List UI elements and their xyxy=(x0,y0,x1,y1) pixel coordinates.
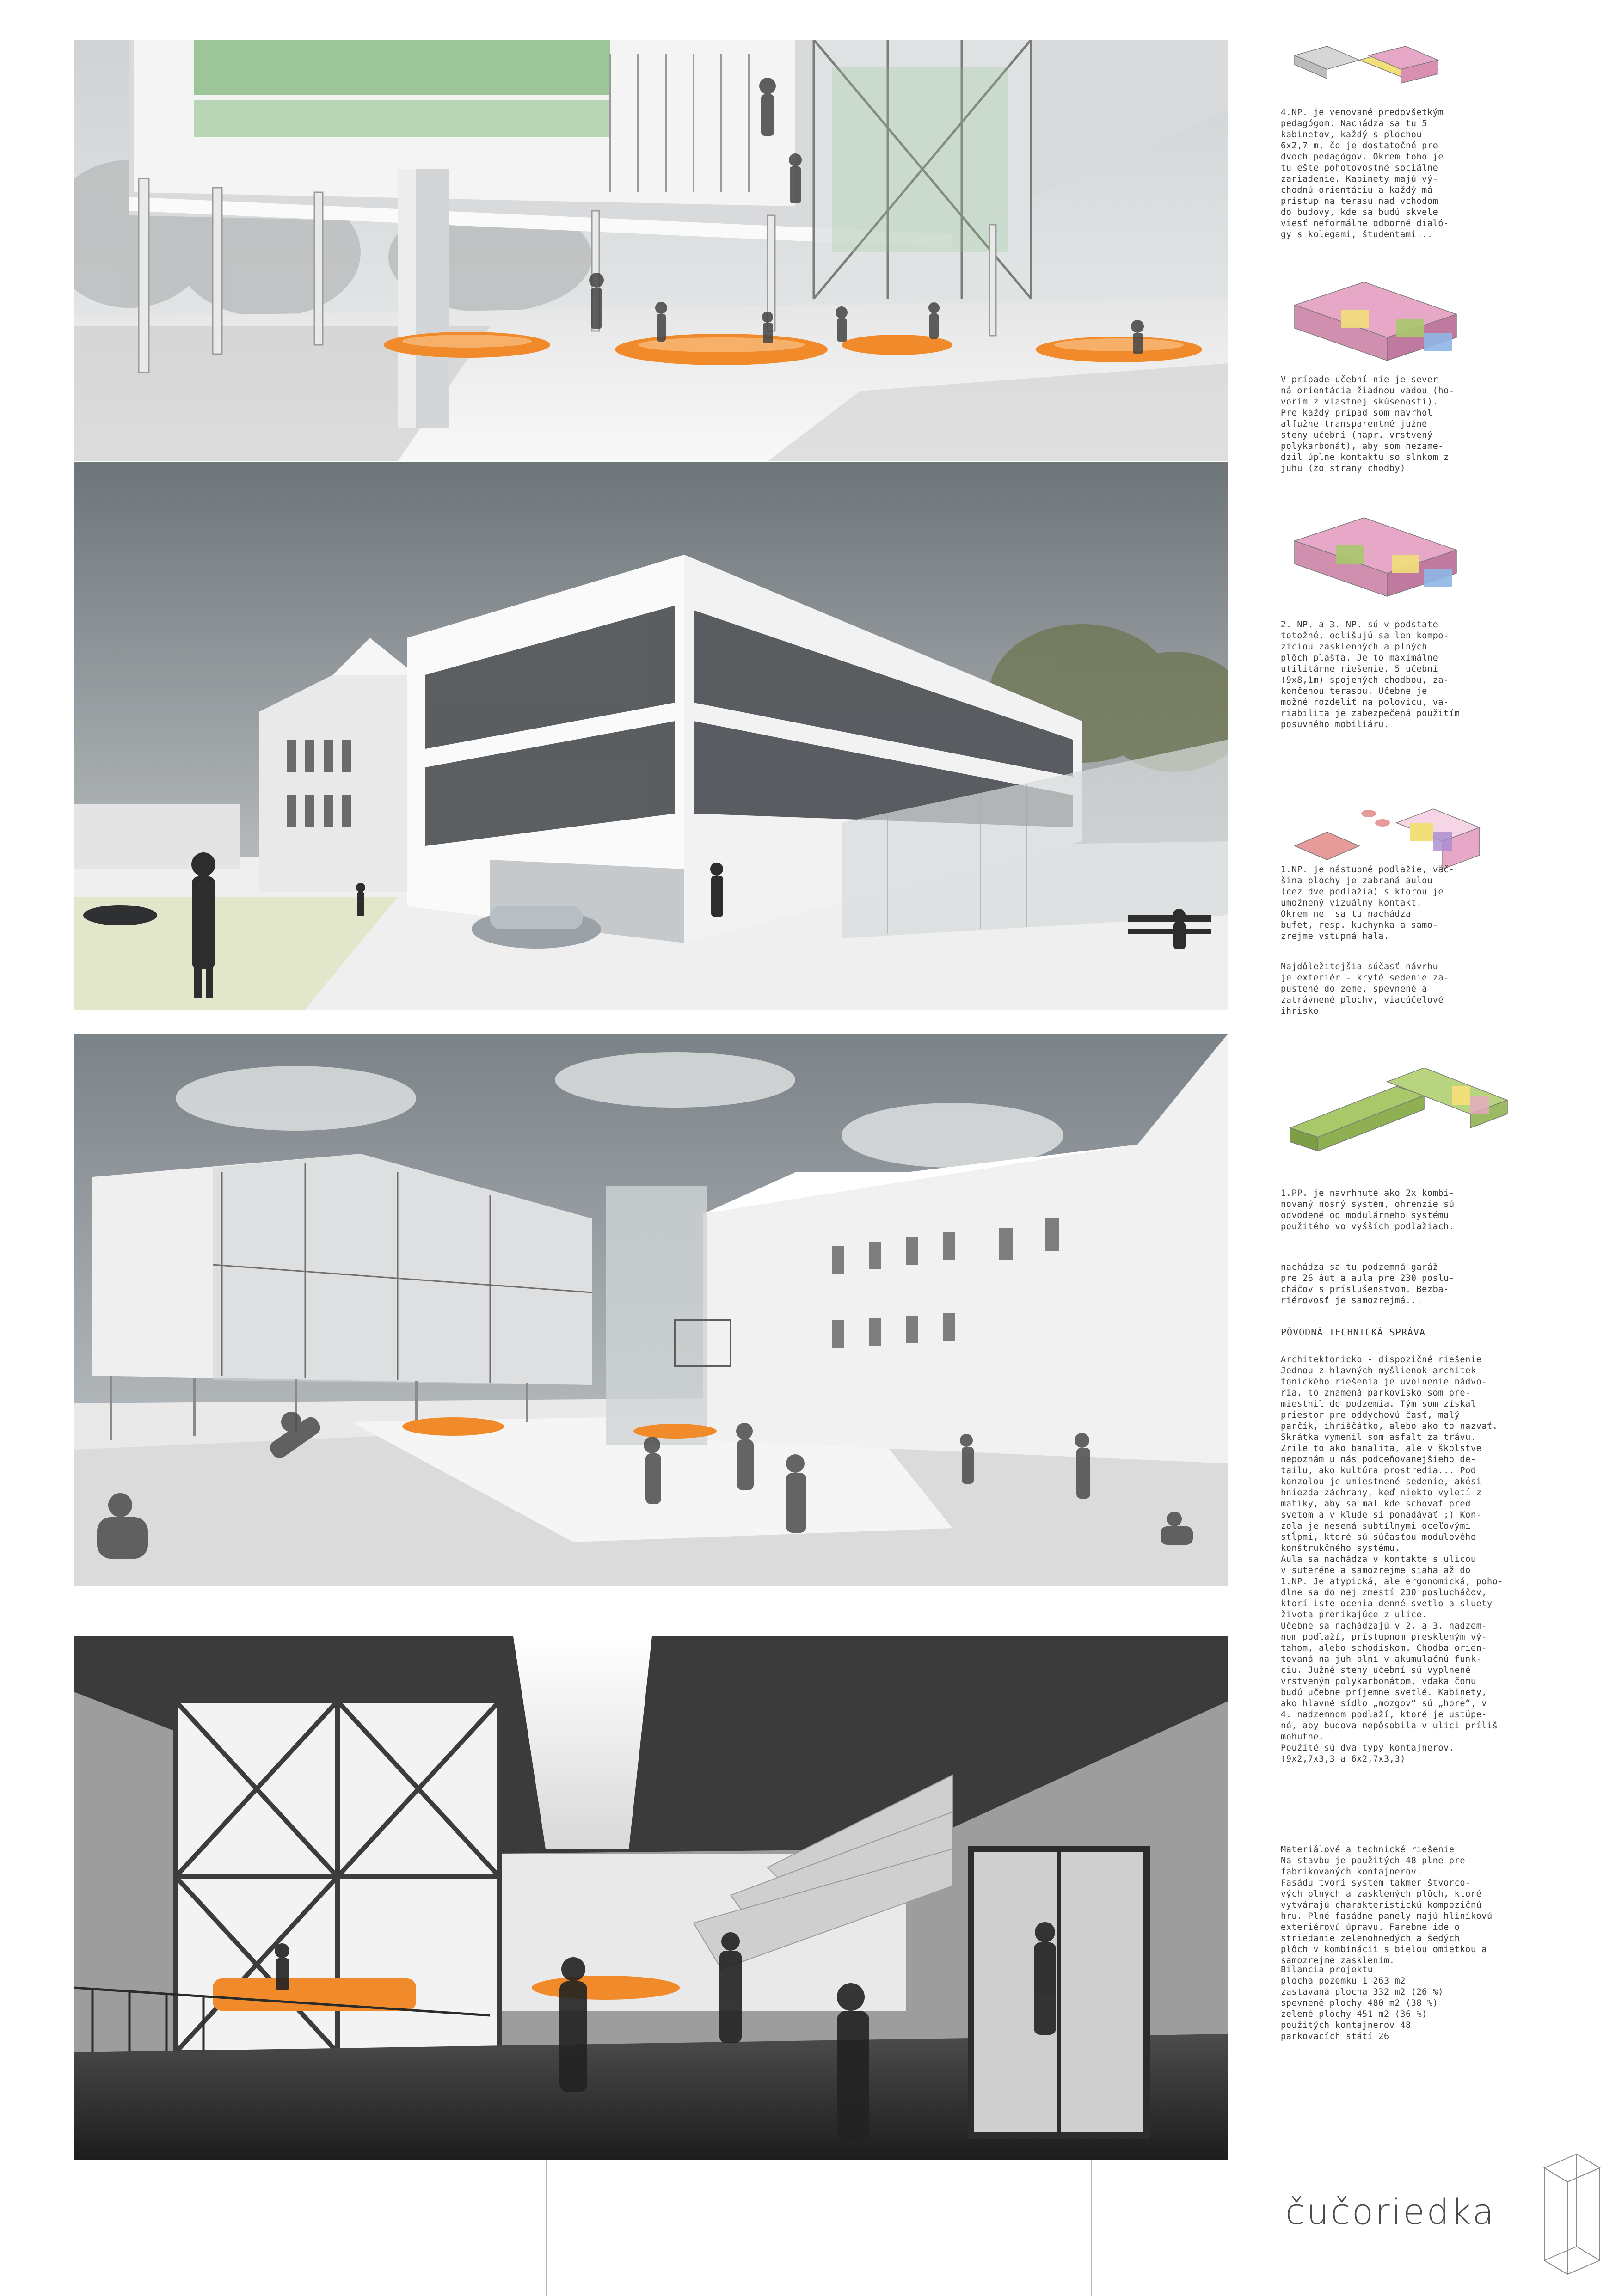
axo-diagram-1pp xyxy=(1285,1068,1544,1179)
container-sketch-icon xyxy=(1526,2149,1609,2288)
text-project-balance: Bilancia projektu plocha pozemku 1 263 m2 zastavaná plocha 332 m2 (26 %) spevnené plochy 480 m2 (38 %) zelené plochy 451 m2 (36 %) použitých kontajnerov 48 parkovacích státí 26 xyxy=(1281,1965,1444,2041)
render-entrance-canopy-image xyxy=(74,40,1228,461)
divider-line xyxy=(546,2160,547,2296)
text-basement: 1.PP. je navrhnuté ako 2x kombi- novaný nosný systém, ohrenzie sú odvodené od modulárneho systému použitého vo vyšších podlažiach. xyxy=(1281,1188,1455,1231)
render-entrance-canopy xyxy=(74,40,1228,461)
render-street-view-image xyxy=(74,462,1228,1010)
axo-diagram-2np-shape xyxy=(1285,513,1544,610)
container-sketch-shape xyxy=(1526,2149,1609,2288)
text-floor-1np: 1.NP. je nástupné podlažie, väč- šina plochy je zabraná aulou (cez dve podlažia) s ktorou je umožnený vizuálny kontakt. Okrem nej sa tu nachádza bufet, resp. kuchynka a samo- zrejme vstupná hala. xyxy=(1281,865,1455,941)
axo-diagram-4np-shape xyxy=(1285,42,1517,106)
text-materials: Materiálové a technické riešenie Na stavbu je použitých 48 plne pre- fabrikovaných kontajnerov. Fasádu tvorí systém takmer štvorco- vých plných a zasklených plôch, ktoré vytvárajú charakteristickú kompozičnú hru. Plné fasádne panely majú hliníkovú exteriérovú úpravu. Farebne ide o striedanie zelenohnedých a šedých plôch v kombinácii s bielou omietkou a samozrejme zasklením. xyxy=(1281,1845,1493,1965)
render-interior-atrium xyxy=(74,1636,1228,2160)
axo-diagram-4np xyxy=(1285,42,1517,106)
text-floor-4np: 4.NP. je venované predovšetkým pedagógom. Nachádza sa tu 5 kabinetov, každý s plochou 6x2,7 m, čo je dostatočné pre dvoch pedagógov. Okrem toho je tu ešte pohotovostné sociálne zariadenie. Kabinety majú vý- chodnú orientáciu a každý má prístup na terasu nad vchodom do budovy, kde sa budú skvele viesť neformálne odborné dialó- gy s kolegami, študentami... xyxy=(1281,108,1449,239)
axo-diagram-2np xyxy=(1285,513,1544,610)
axo-diagram-3np xyxy=(1285,277,1544,374)
render-street-view xyxy=(74,462,1228,1010)
render-interior-atrium-image xyxy=(74,1636,1228,2160)
text-exterior: Najdôležitejšia súčasť návrhu je exteriér - kryté sedenie za- pustené do zeme, spevnené a zatrávnené plochy, viacúčelové ihrisko xyxy=(1281,962,1449,1016)
text-technical-report: Architektonicko - dispozičné riešenie Jednou z hlavných myšlienok architek- tonického riešenia je uvolnenie nádvo- ria, to znamená parkovisko som pre- miestnil do podzemia. Tým som získal priestor pre oddychovú časť, malý parčík, ihriščátko, alebo ako to nazvať. Skrátka vymenil som asfalt za trávu. Zrile to ako banalita, ale v školstve nepoznám u nás podceňovanejšieho de- tailu, ako kultúra prostredia... Pod konzolou je umiestnené sedenie, akési hniezda záchrany, keď niekto vyletí z matiky, aby sa mal kde schovať pred svetom a v klude si ponadávať ;) Kon- zola je nesená subtílnymi oceľovými stĺpmi, ktoré sú súčasťou modulového konštrukčného systému. Aula sa nachádza v kontakte s ulicou v suteréne a samozrejme siaha až do 1.NP. Je atypická, ale ergonomická, poho- dlne sa do nej zmestí 230 poslucháčov, ktorí iste ocenia denné svetlo a sluety života prenikajúce z ulice. Učebne sa nachádzajú v 2. a 3. nadzem- nom podlaží, prístupnom preskleným vý- tahom, alebo schodiskom. Chodba orien- tovaná na juh plní v akumulačnú funk- ciu. Južné steny učební sú vyplnené vrstveným polykarbonátom, vďaka čomu budú učebne príjemne svetlé. Kabinety, ako hlavné sídlo „mozgov“ sú „hore“, v 4. nadzemnom podlaží, ktoré je ustúpe- né, aby budova nepôsobila v ulici príliš mohutne. Použité sú dva typy kontajnerov. (9x2,7x3,3 a 6x2,7x3,3) xyxy=(1281,1355,1504,1764)
axo-diagram-3np-shape xyxy=(1285,277,1544,374)
render-courtyard-image xyxy=(74,1034,1228,1586)
heading-technical-report: PÔVODNÁ TECHNICKÁ SPRÁVA xyxy=(1281,1327,1425,1338)
divider-line xyxy=(1091,2160,1092,2296)
project-title: čučoriedka xyxy=(1285,2191,1496,2232)
render-courtyard xyxy=(74,1034,1228,1586)
text-floor-3np: V prípade učební nie je sever- ná orientácia žiadnou vadou (ho- vorím z vlastnej skúsenosti). Pre každý prípad som navrhol alfužne transparentné južné steny učební (napr. vrstvený polykarbonát), aby som nezame- dzil úplne kontaktu so slnkom z juhu (zo strany chodby) xyxy=(1281,375,1455,473)
text-basement-garage: nachádza sa tu podzemná garáž pre 26 áut a aula pre 230 poslu- cháčov s príslušenstvom. Bezba- riérovosť je samozrejmá... xyxy=(1281,1262,1455,1305)
text-floor-2np: 2. NP. a 3. NP. sú v podstate totožné, odlišujú sa len kompo- zíciou zasklenných a plných plôch plášťa. Je to maximálne utilitárne riešenie. 5 učební (9x8,1m) spojených chodbou, za- končenou terasou. Učebne je možné rozdeliť na polovicu, va- riabilita je zabezpečená použitím posuvného mobiliáru. xyxy=(1281,620,1460,729)
axo-diagram-1pp-shape xyxy=(1285,1068,1544,1179)
